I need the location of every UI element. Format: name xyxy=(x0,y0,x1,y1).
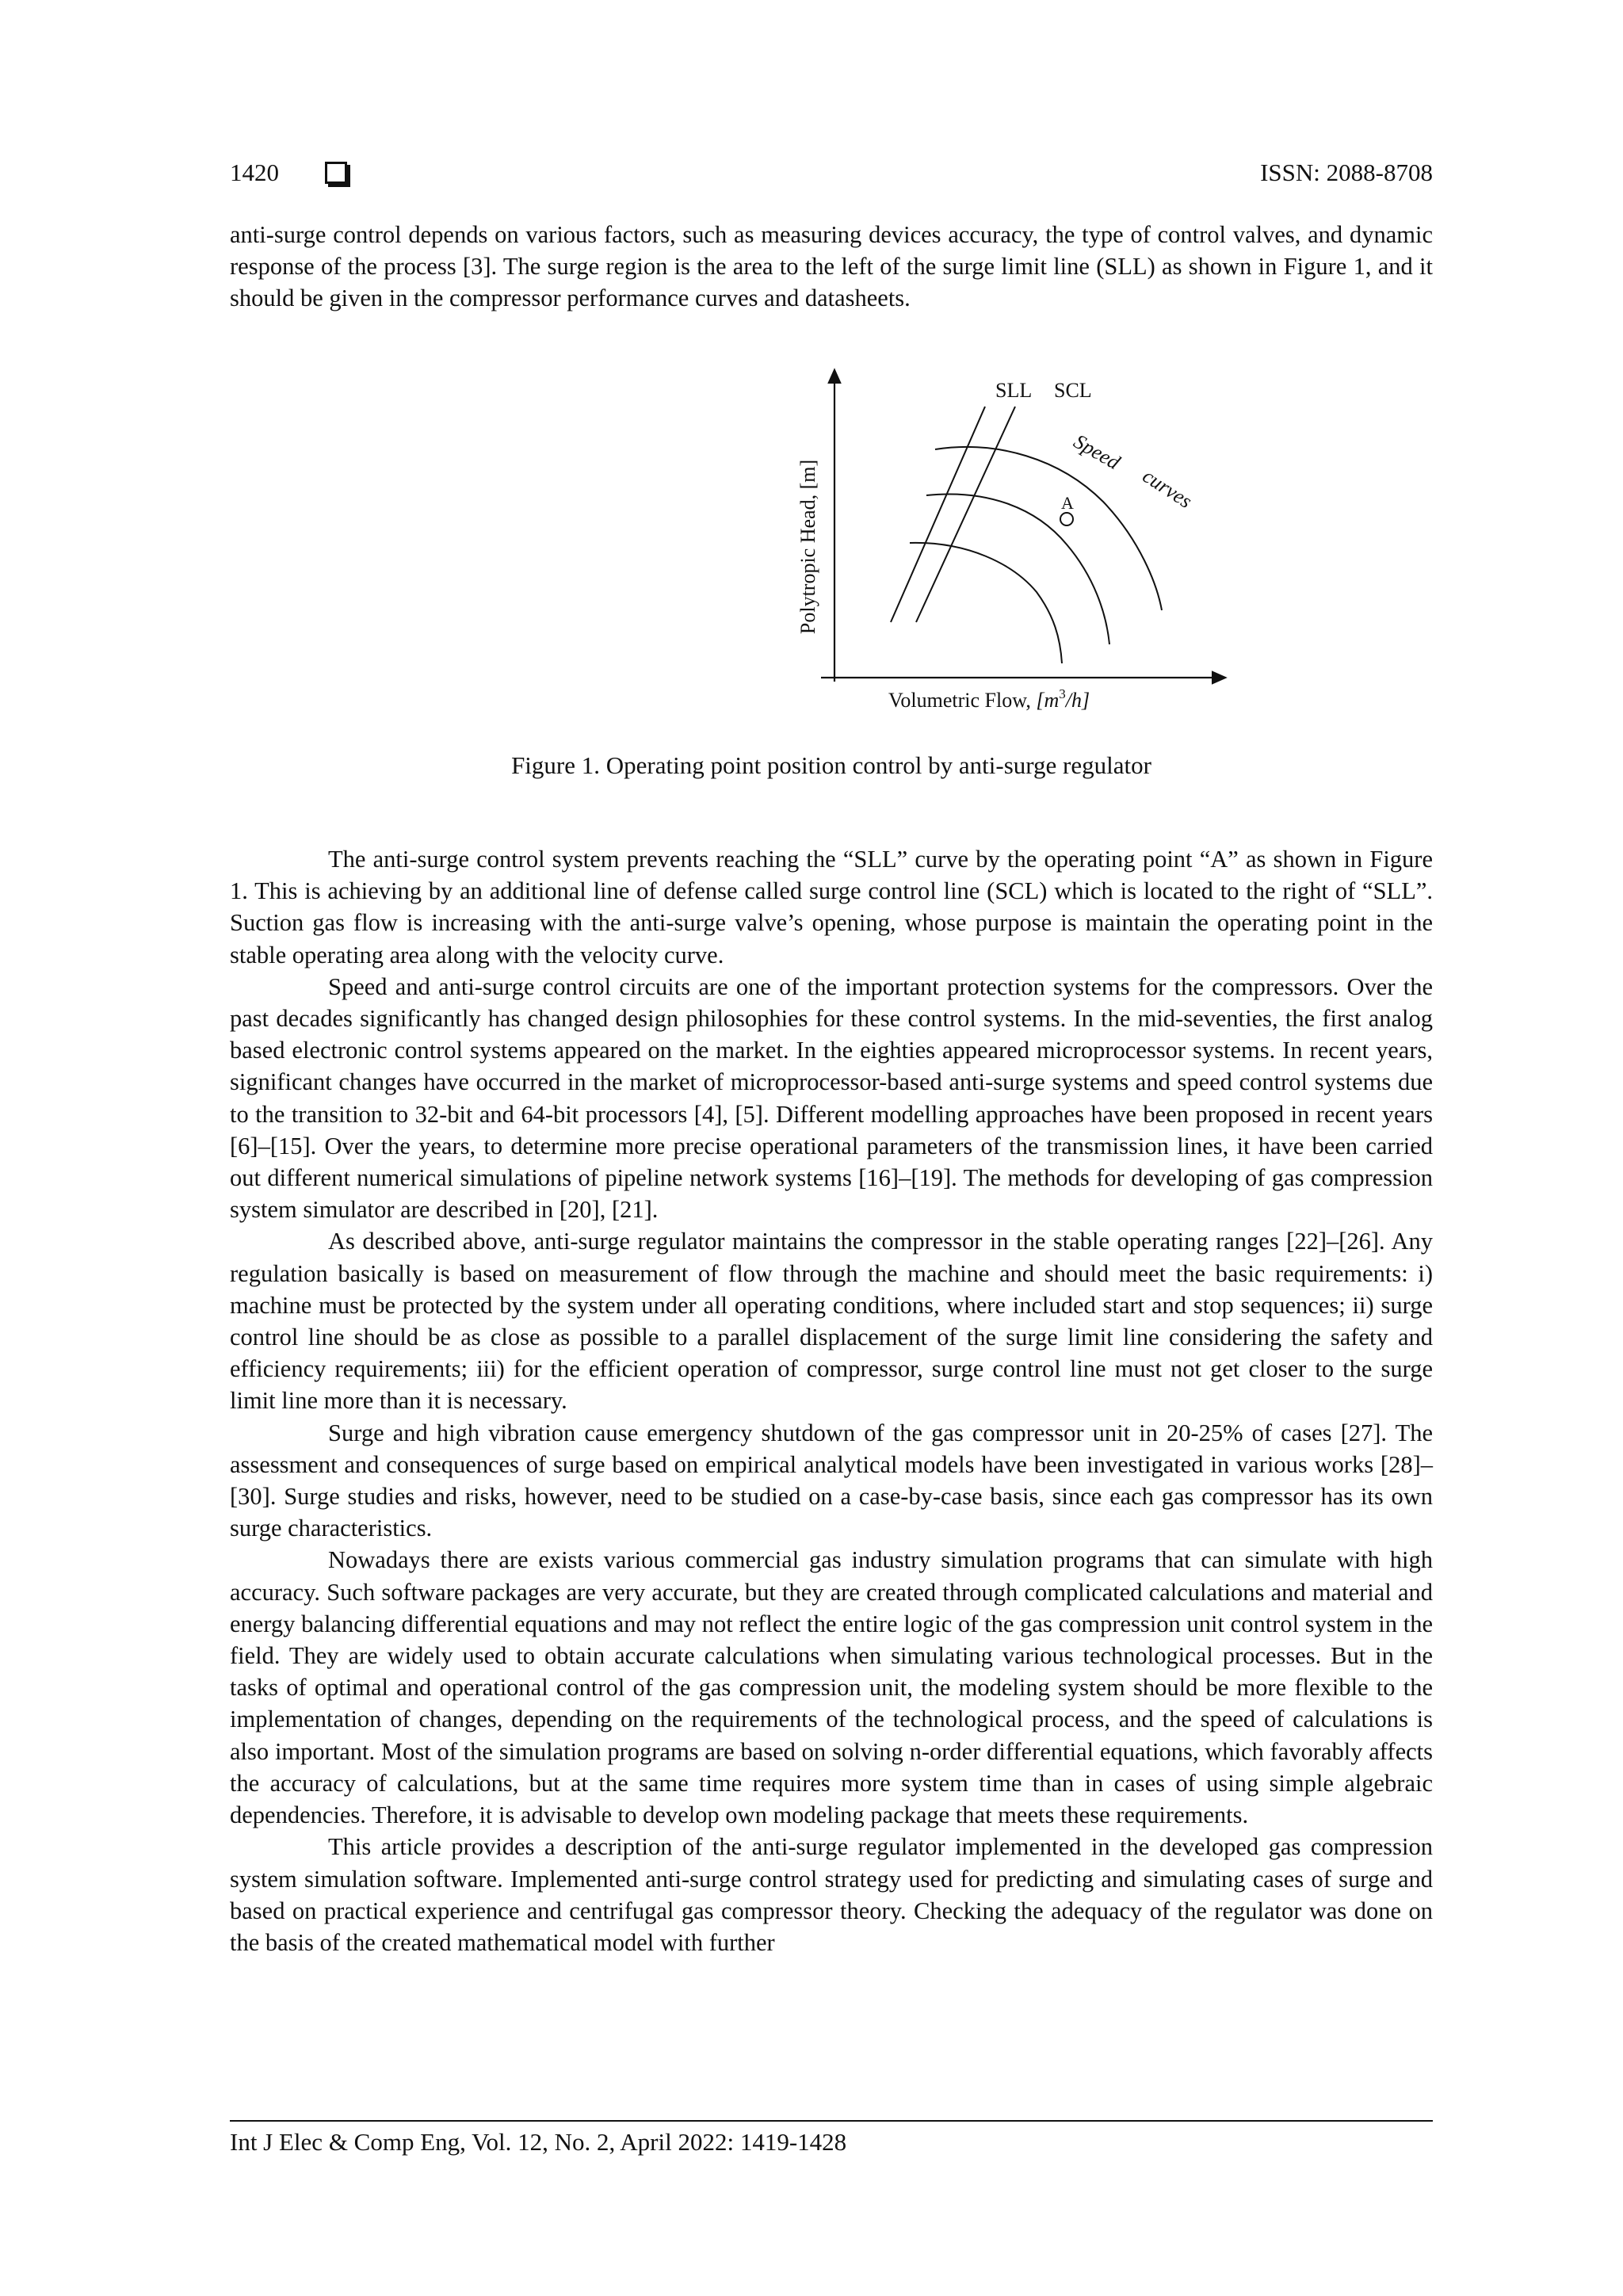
speed-curve-2 xyxy=(926,494,1109,644)
paragraph: This article provides a description of the anti-surge regulator implemented in the developed gas compression system simulation software. Implemented anti-surge control strategy used for predicting and simulating cases of surge and based on practical experience and centrifugal gas compressor theory. Checking the adequacy of the regulator was done on the basis of the created mathematical model with further xyxy=(230,1833,1433,1956)
footer-citation: Int J Elec & Comp Eng, Vol. 12, No. 2, April 2022: 1419-1428 xyxy=(230,2128,847,2156)
intro-paragraph: anti-surge control depends on various factors, such as measuring devices accuracy, the type of control valves, and dynamic response of the process [3]. The surge region is the area to the left of the surge limit line (SLL) as shown in Figure 1, and it should be given in the compressor performance curves and datasheets. xyxy=(230,221,1433,312)
y-axis-label: Polytropic Head, [m] xyxy=(796,459,819,635)
checkbox-square-icon xyxy=(325,162,347,184)
compressor-map-diagram xyxy=(553,361,1251,733)
body-text-block xyxy=(230,843,1433,1958)
x-axis-label-prefix: Volumetric Flow, xyxy=(888,689,1037,712)
paragraph: Nowadays there are exists various commercial gas industry simulation programs that can simulate with high accuracy. Such software packages are very accurate, but they are created through complicated calculations and material and energy balancing differential equations and may not reflect the entire logic of the gas compression unit control system in the field. They are widely used to obtain accurate calculations when simulating various technological processes. But in the tasks of optimal and operational control of the gas compression unit, the modeling system should be more flexible to the implementation of changes, depending on the requirements of the technological process, and the speed of calculations is also important. Most of the simulation programs are based on solving n-order differential equations, which favorably affects the accuracy of calculations, but at the same time requires more system time than in cases of using simple algebraic dependencies. Therefore, it is advisable to develop own modeling package that meets these requirements. xyxy=(230,1546,1433,1829)
operating-point-a-label: A xyxy=(1061,493,1074,513)
figure-1 xyxy=(553,361,1251,733)
x-axis-unit-rest: /h] xyxy=(1065,689,1090,712)
paragraph: Speed and anti-surge control circuits are one of the important protection systems for the compressors. Over the past decades significantly has changed design philosophies for these control systems. In the mid-seventies, the first analog based electronic control systems appeared on the market. In the eighties appeared microprocessor systems. In recent years, significant changes have occurred in the market of microprocessor-based anti-surge systems and speed control systems due to the transition to 32-bit and 64-bit processors [4], [5]. Different modelling approaches have been proposed in recent years [6]–[15]. Over the years, to determine more precise operational parameters of the transmission lines, it have been carried out different numerical simulations of pipeline network systems [16]–[19]. The methods for developing of gas compression system simulator are described in [20], [21]. xyxy=(230,972,1433,1224)
paragraph: Surge and high vibration cause emergency shutdown of the gas compressor unit in 20-25% of cases [27]. The assessment and consequences of surge based on empirical analytical models have been investigated in various works [28]–[30]. Surge studies and risks, however, need to be studied on a case-by-case basis, since each gas compressor has its own surge characteristics. xyxy=(230,1419,1433,1542)
sll-label: SLL xyxy=(995,379,1033,402)
speed-curve-3 xyxy=(910,543,1062,663)
footer-divider xyxy=(230,2120,1433,2122)
page-number: 1420 xyxy=(230,159,279,186)
paragraph: As described above, anti-surge regulator maintains the compressor in the stable operating ranges [22]–[26]. Any regulation basically is based on measurement of flow through the machine and should meet the basic requirements: i) machine must be protected by the system under all operating conditions, where included start and stop sequences; ii) surge control line should be as close as possible to a parallel displacement of the surge limit line considering the safety and efficiency requirements; iii) for the efficient operation of compressor, surge control line must not get closer to the surge limit line more than it is necessary. xyxy=(230,1228,1433,1415)
x-axis-unit-base: [m xyxy=(1036,689,1060,712)
figure-caption: Figure 1. Operating point position control by anti-surge regulator xyxy=(511,751,1151,779)
paragraph: The anti-surge control system prevents reaching the “SLL” curve by the operating point “A” as shown in Figure 1. This is achieving by an additional line of defense called surge control line (SCL) which is located to the right of “SLL”. Suction gas flow is increasing with the anti-surge valve’s opening, whose purpose is maintain the operating point in the stable operating area along with the velocity curve. xyxy=(230,846,1433,968)
x-axis-unit-exp: 3 xyxy=(1059,686,1066,701)
page-header xyxy=(230,155,1433,190)
sll-line xyxy=(891,407,985,622)
speed-curve-1 xyxy=(935,447,1162,610)
scl-line xyxy=(916,407,1015,622)
operating-point-a-marker xyxy=(1060,513,1073,525)
scl-label: SCL xyxy=(1054,379,1092,402)
x-axis-label xyxy=(888,686,1090,712)
issn-label: ISSN: 2088-8708 xyxy=(1260,159,1433,186)
speed-label: Speed xyxy=(1070,430,1125,475)
intro-paragraph-block xyxy=(230,219,1433,315)
curves-label: curves xyxy=(1138,464,1197,513)
